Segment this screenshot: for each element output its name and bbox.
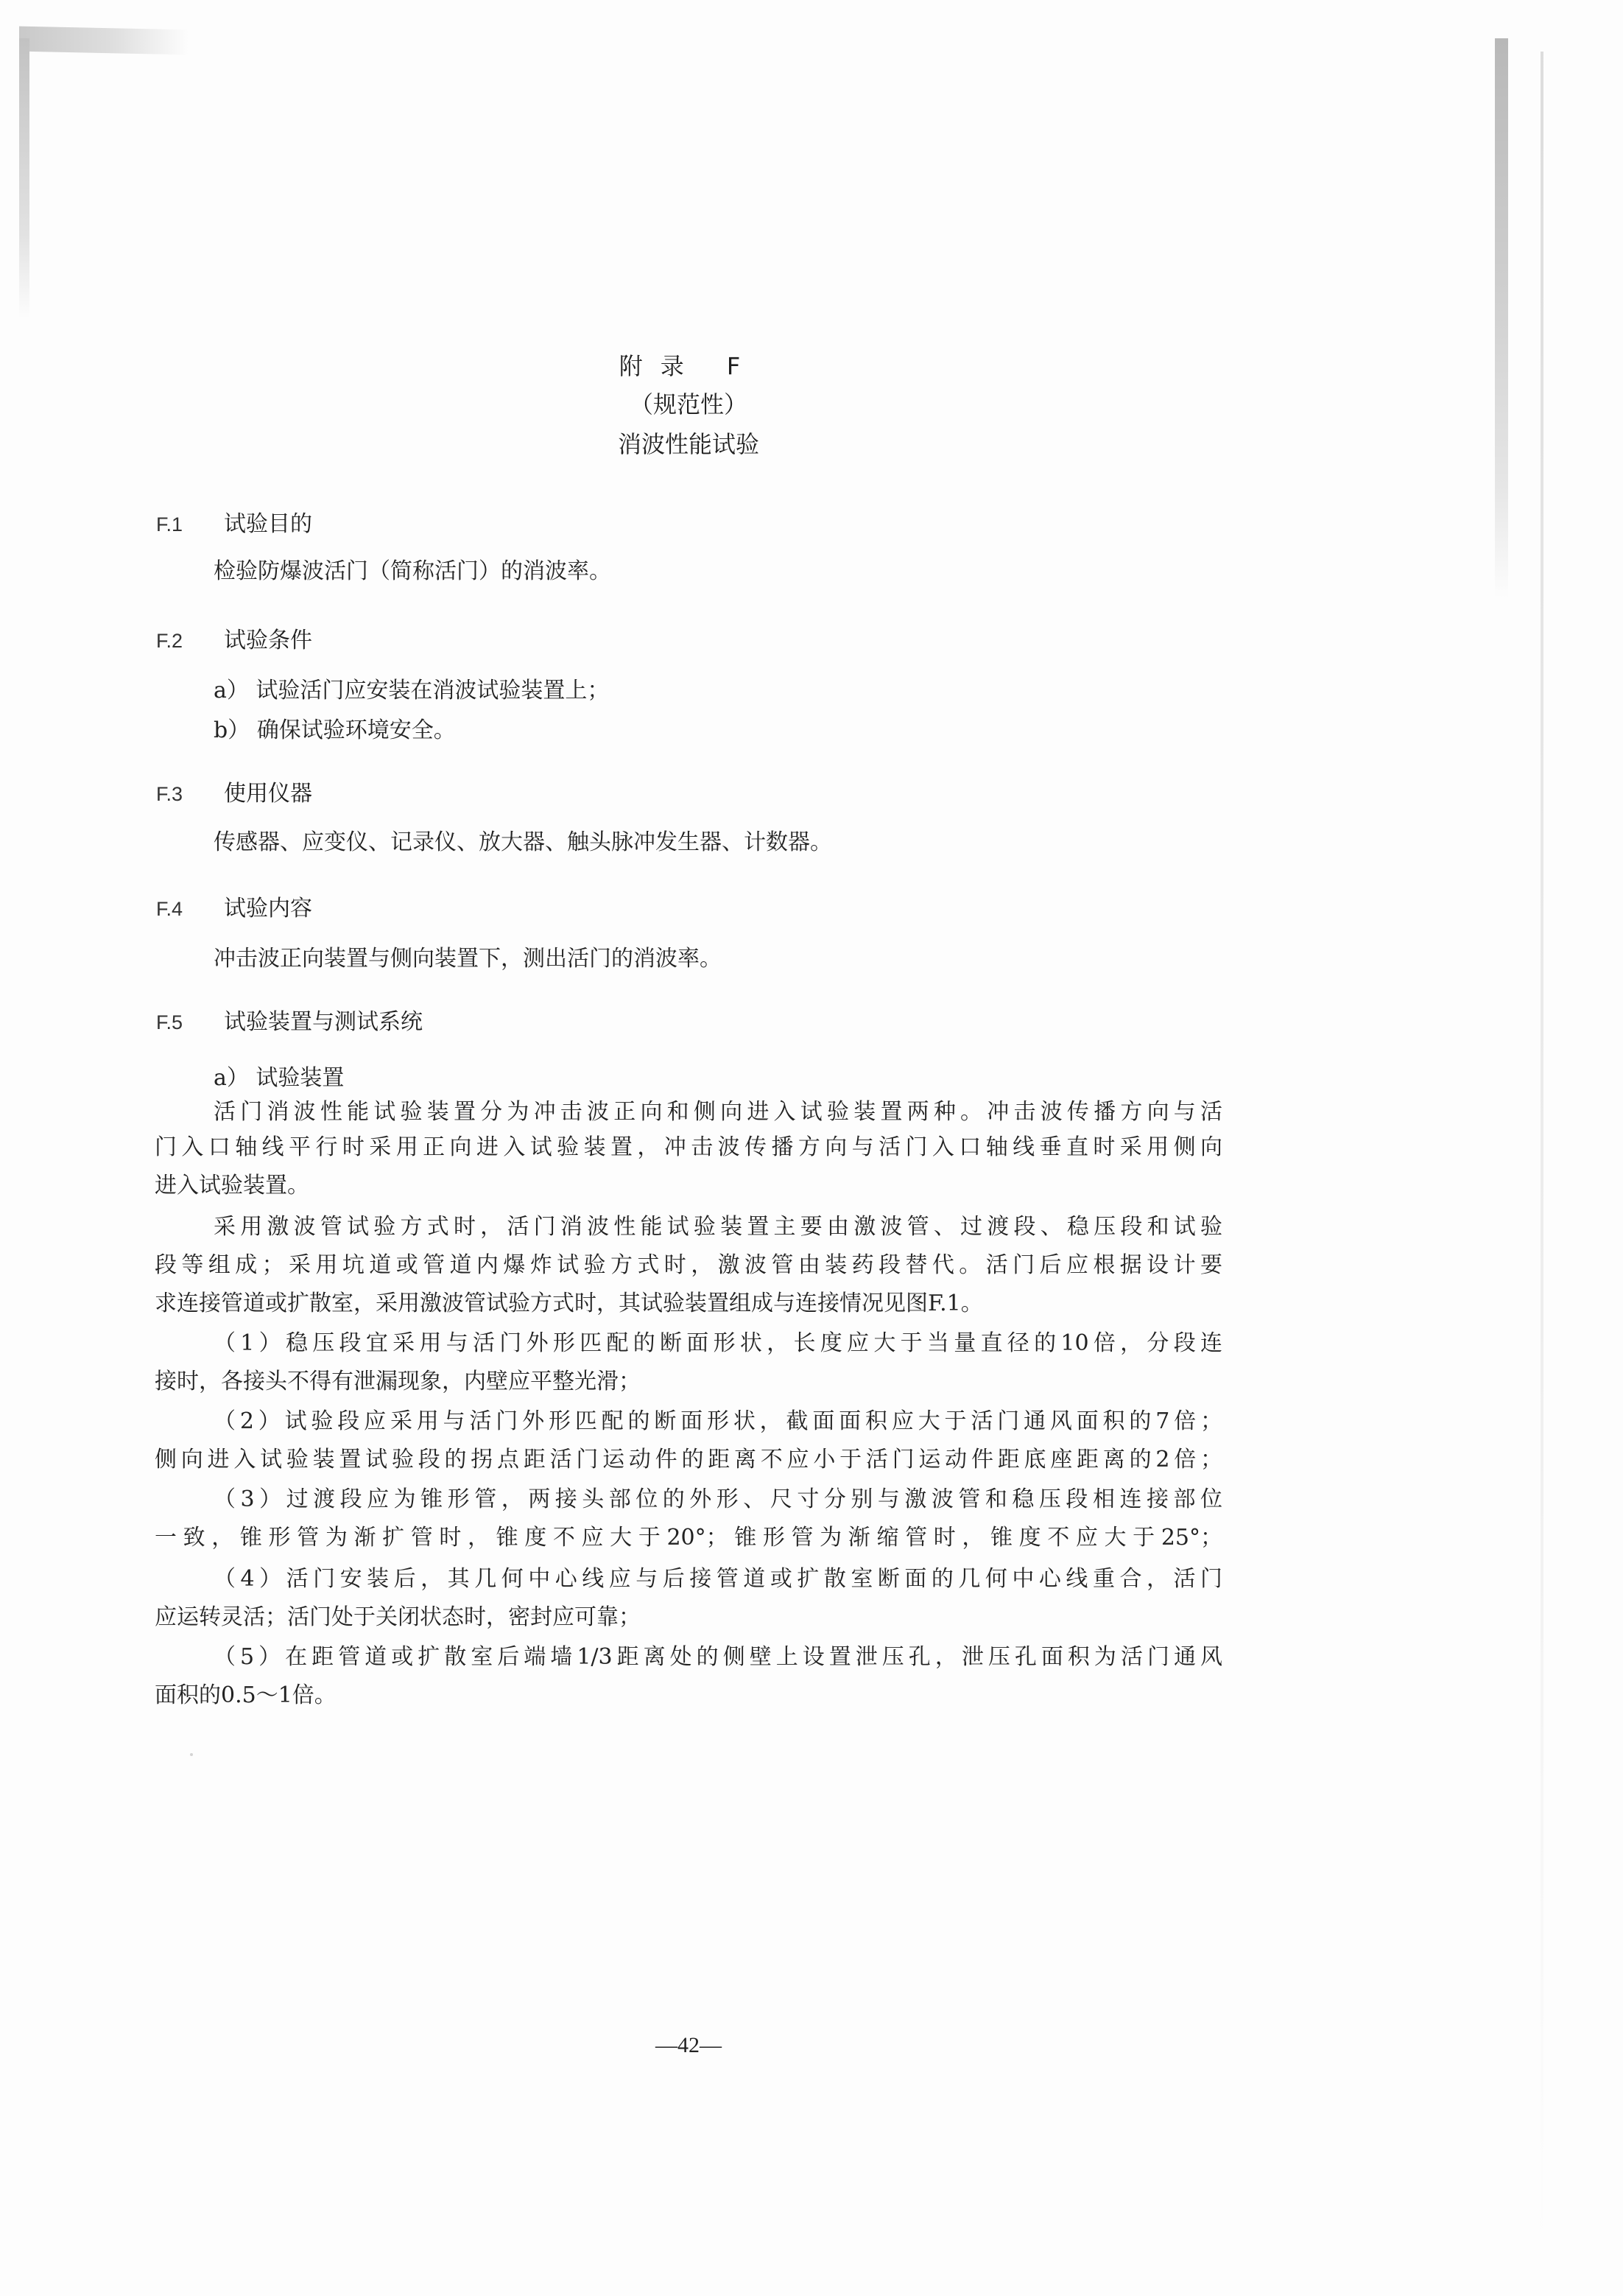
paragraph-line: （4）活门安装后，其几何中心线应与后接管道或扩散室断面的几何中心线重合，活门 [214, 1566, 1222, 1592]
section-title: 试验目的 [224, 511, 312, 537]
section-heading-f3 [156, 775, 312, 807]
paragraph-line: 进入试验装置。 [155, 1173, 309, 1198]
scan-shadow-left [19, 38, 29, 318]
paragraph-line: （5）在距管道或扩散室后端墙1/3距离处的侧壁上设置泄压孔，泄压孔面积为活门通风 [214, 1644, 1222, 1670]
sub-heading: a） 试验装置 [214, 1065, 345, 1091]
paragraph: 传感器、应变仪、记录仪、放大器、触头脉冲发生器、计数器。 [214, 829, 832, 855]
appendix-name: 消波性能试验 [617, 430, 759, 458]
scan-shadow-top-left [19, 27, 189, 55]
paragraph: 检验防爆波活门（简称活门）的消波率。 [214, 558, 611, 584]
paragraph-line: 采用激波管试验方式时，活门消波性能试验装置主要由激波管、过渡段、稳压段和试验 [214, 1214, 1222, 1240]
paragraph-line: 活门消波性能试验装置分为冲击波正向和侧向进入试验装置两种。冲击波传播方向与活 [214, 1099, 1222, 1125]
page-number: —42— [655, 2033, 722, 2057]
paragraph-line: 侧向进入试验装置试验段的拐点距活门运动件的距离不应小于活门运动件距底座距离的2倍； [155, 1447, 1222, 1472]
paragraph-line: （2）试验段应采用与活门外形匹配的断面形状，截面面积应大于活门通风面积的7倍； [214, 1408, 1222, 1434]
paragraph-line: 门入口轴线平行时采用正向进入试验装置，冲击波传播方向与活门入口轴线垂直时采用侧向 [155, 1134, 1222, 1160]
section-number: F.4 [156, 898, 183, 920]
list-item: a） 试验活门应安装在消波试验装置上； [214, 678, 610, 703]
section-title: 试验内容 [224, 896, 312, 921]
scan-speck [190, 1753, 193, 1756]
scan-shadow-right [1495, 38, 1508, 598]
section-title: 试验装置与测试系统 [224, 1009, 423, 1035]
paragraph-line: 应运转灵活；活门处于关闭状态时，密封应可靠； [155, 1604, 641, 1630]
section-number: F.1 [156, 513, 183, 536]
section-heading-f5 [156, 1003, 423, 1036]
section-heading-f2 [156, 622, 312, 654]
paragraph-line: 接时，各接头不得有泄漏现象，内壁应平整光滑； [155, 1369, 641, 1394]
section-number: F.3 [156, 783, 183, 805]
appendix-nature: （规范性） [629, 390, 747, 418]
section-heading-f4 [156, 890, 312, 922]
paragraph-line: 一致，锥形管为渐扩管时，锥度不应大于20°；锥形管为渐缩管时，锥度不应大于25°； [155, 1525, 1222, 1551]
paragraph-line: 段等组成；采用坑道或管道内爆炸试验方式时，激波管由装药段替代。活门后应根据设计要 [155, 1252, 1222, 1278]
section-number: F.2 [156, 630, 183, 652]
scan-shadow-right-edge [1541, 52, 1543, 2247]
paragraph-line: （1）稳压段宜采用与活门外形匹配的断面形状，长度应大于当量直径的10倍，分段连 [214, 1330, 1222, 1356]
paragraph-line: 求连接管道或扩散室，采用激波管试验方式时，其试验装置组成与连接情况见图F.1。 [155, 1291, 983, 1316]
section-heading-f1 [156, 505, 312, 538]
paragraph: 冲击波正向装置与侧向装置下，测出活门的消波率。 [214, 946, 722, 972]
section-title: 试验条件 [224, 628, 312, 653]
section-number: F.5 [156, 1011, 183, 1033]
paragraph-line: 面积的0.5～1倍。 [155, 1682, 337, 1708]
list-item: b） 确保试验环境安全。 [214, 717, 456, 743]
section-title: 使用仪器 [224, 781, 312, 807]
appendix-title: 附录 F [619, 352, 758, 380]
paragraph-line: （3）过渡段应为锥形管，两接头部位的外形、尺寸分别与激波管和稳压段相连接部位 [214, 1486, 1222, 1512]
